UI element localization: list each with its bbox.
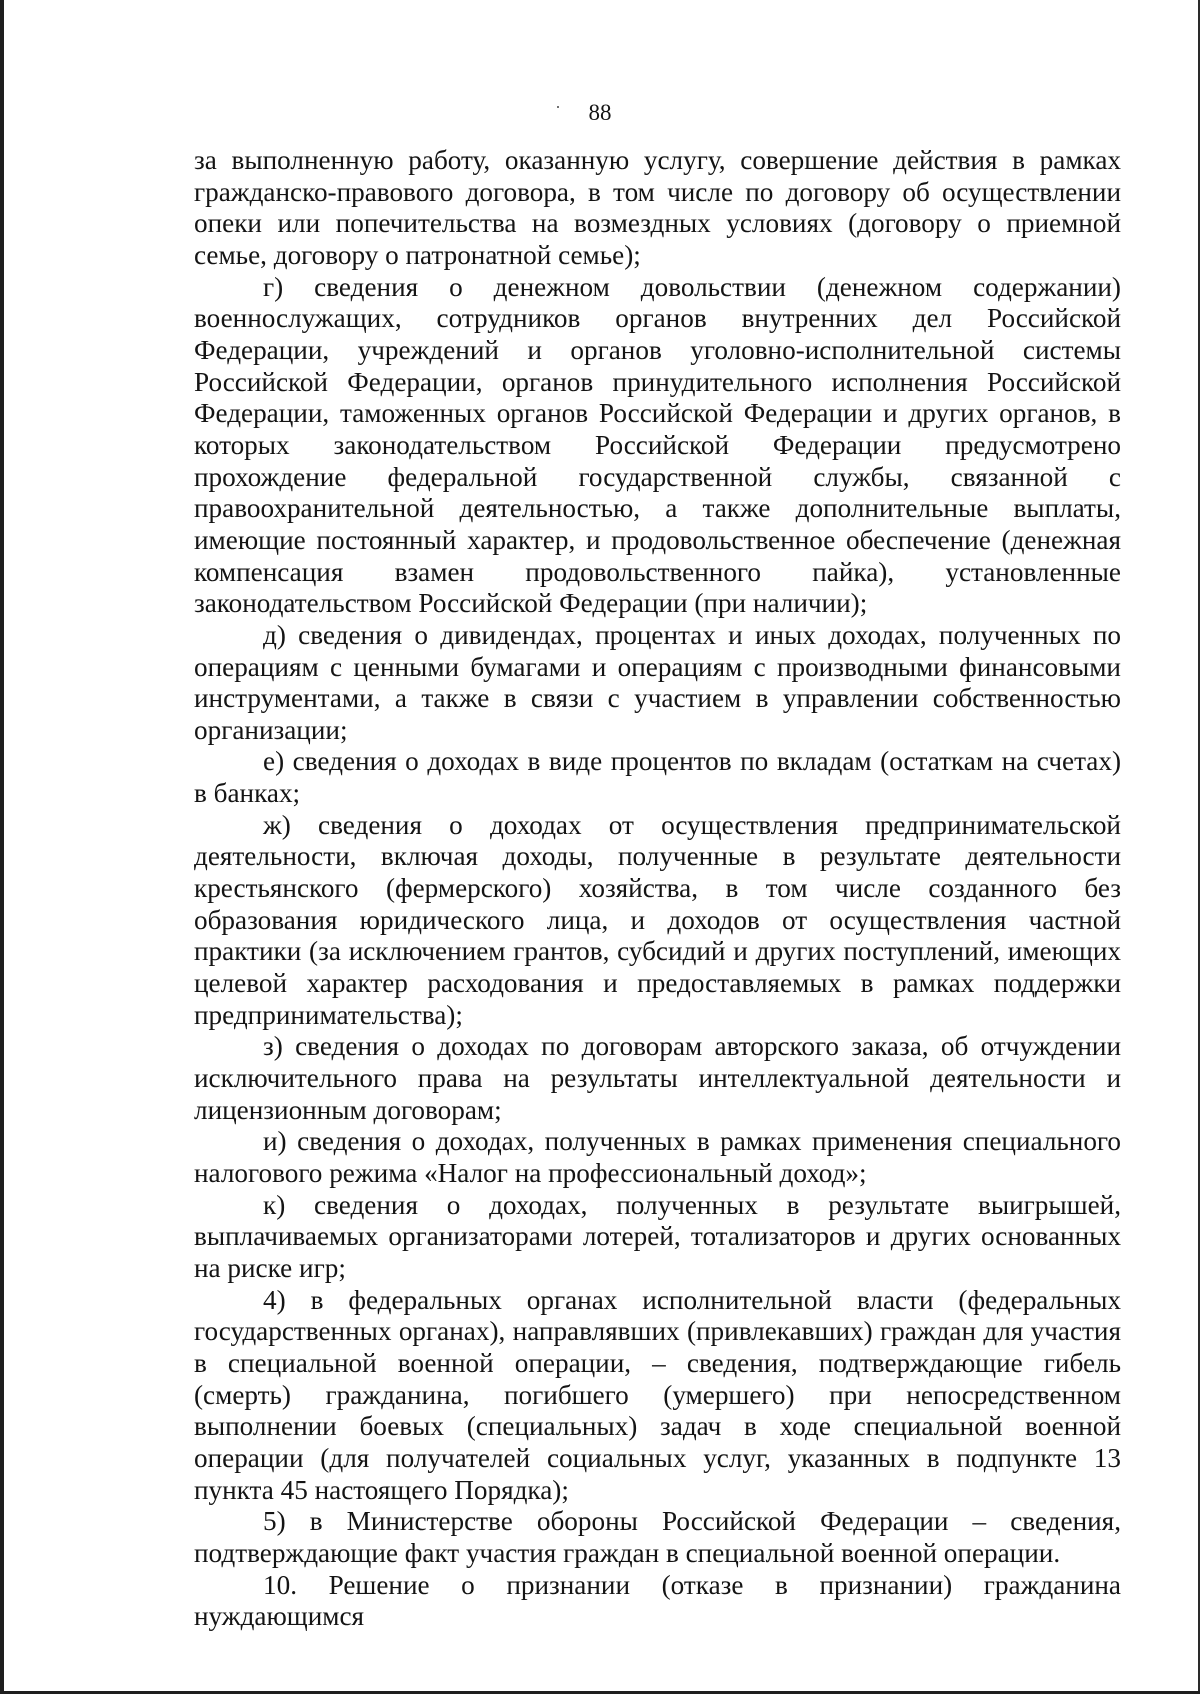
paragraph: ж) сведения о доходах от осуществления предпринимательской деятельности, включая доходы, полученные в результате деятельности крестьянского (фермерского) хозяйства, в том числе созданного без образования юридического лица, и доходов от осуществления частной практики (за исключением грантов, субсидий и других поступлений, имеющих целевой характер расходования и предоставляемых в рамках поддержки предпринимательства); — [194, 809, 1121, 1030]
paragraph: з) сведения о доходах по договорам авторского заказа, об отчуждении исключительного права на результаты интеллектуальной деятельности и лицензионным договорам; — [194, 1031, 1121, 1125]
paragraph: к) сведения о доходах, полученных в результате выигрышей, выплачиваемых организаторами лотерей, тотализаторов и других основанных на риске игр; — [194, 1189, 1121, 1283]
paragraph: за выполненную работу, оказанную услугу, совершение действия в рамках гражданско-правового договора, в том числе по договору об осуществлении опеки или попечительства на возмездных условиях (договору о приемной семье, договору о патронатной семье); — [194, 145, 1121, 270]
paragraph: е) сведения о доходах в виде процентов по вкладам (остаткам на счетах) в банках; — [194, 746, 1121, 809]
paragraph: д) сведения о дивидендах, процентах и иных доходах, полученных по операциям с ценными бумагами и операциям с производными финансовыми инструментами, а также в связи с участием в управлении собственностью организации; — [194, 619, 1121, 745]
paragraph: 5) в Министерстве обороны Российской Федерации – сведения, подтверждающие факт участия граждан в специальной военной операции. — [194, 1506, 1121, 1568]
paragraph: г) сведения о денежном довольствии (денежном содержании) военнослужащих, сотрудников органов внутренних дел Российской Федерации, учреждений и органов уголовно-исполнительной системы Российской Федерации, органов принудительного исполнения Российской Федерации, таможенных органов Российской Федерации и других органов, в которых законодательством Российской Федерации предусмотрено прохождение федеральной государственной службы, связанной с правоохранительной деятельностью, а также дополнительные выплаты, имеющие постоянный характер, и продовольственное обеспечение (денежная компенсация взамен продовольственного пайка), установленные законодательством Российской Федерации (при наличии); — [194, 271, 1121, 619]
paragraph: 10. Решение о признании (отказе в признании) гражданина нуждающимся — [194, 1569, 1121, 1632]
document-body — [194, 145, 1121, 1633]
scan-left-border — [0, 0, 4, 1694]
paragraph: 4) в федеральных органах исполнительной власти (федеральных государственных органах), направлявших (привлекавших) граждан для участия в специальной военной операции, – сведения, подтверждающие гибель (смерть) гражданина, погибшего (умершего) при непосредственном выполнении боевых (специальных) задач в ходе специальной военной операции (для получателей социальных услуг, указанных в подпункте 13 пункта 45 настоящего Порядка); — [194, 1284, 1121, 1505]
page-number: 88 — [588, 100, 612, 125]
paragraph: и) сведения о доходах, полученных в рамках применения специального налогового режима «Налог на профессиональный доход»; — [194, 1126, 1121, 1188]
